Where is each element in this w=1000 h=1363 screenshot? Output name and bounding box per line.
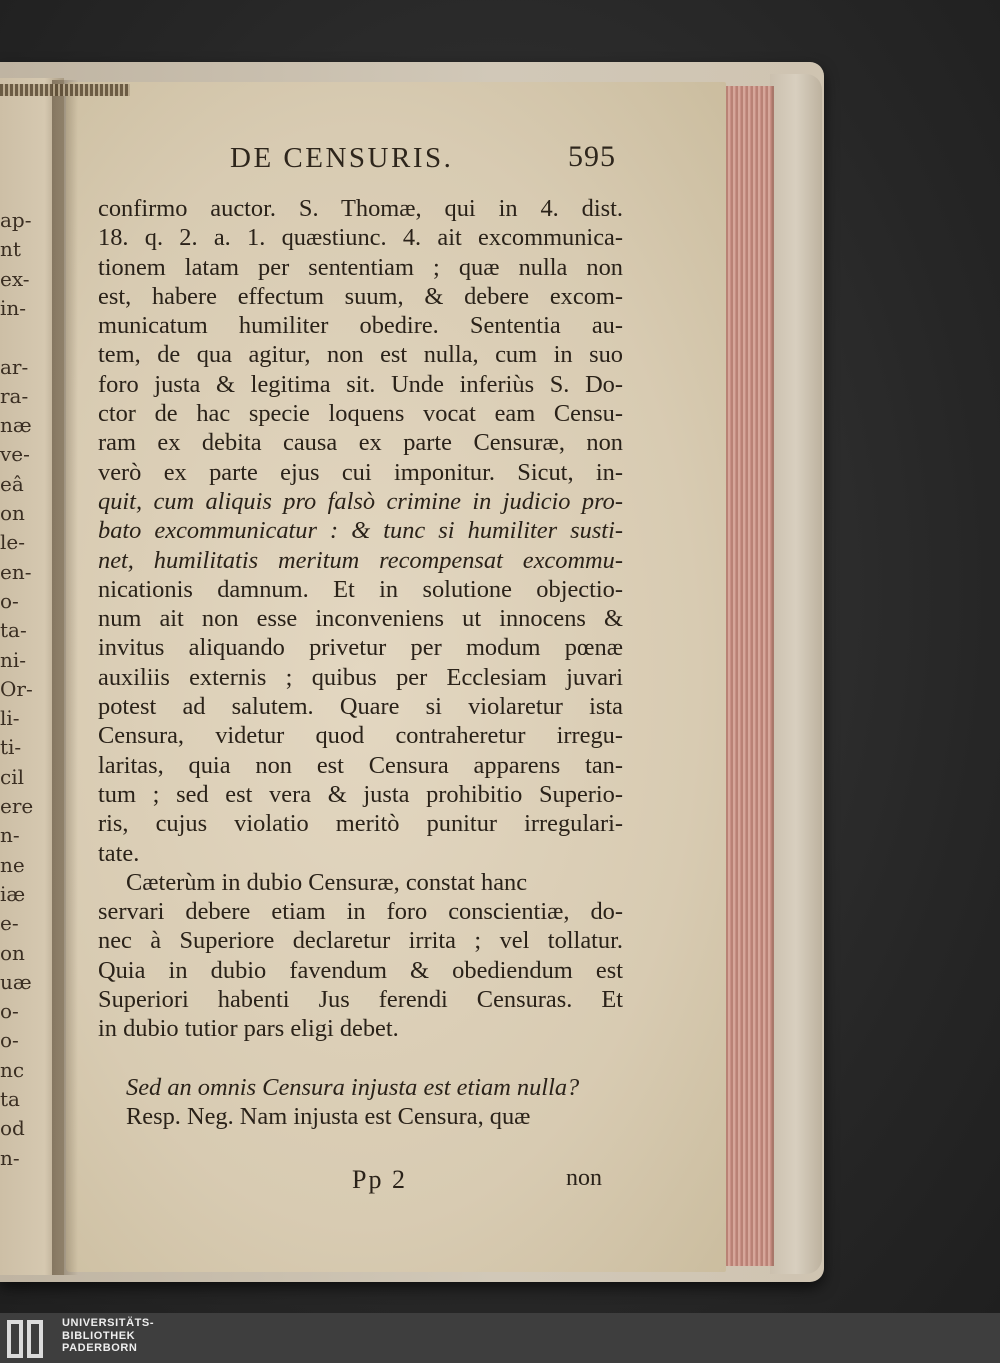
left-page-fragment: eâ bbox=[0, 471, 24, 496]
left-page-running-head bbox=[0, 84, 130, 96]
left-page-fragment: en- bbox=[0, 559, 32, 584]
left-page-fragment: ve- bbox=[0, 442, 30, 467]
text-line: ris, cujus violatio meritò punitur irregulari- bbox=[98, 810, 623, 838]
text-line: ram ex debita causa ex parte Censuræ, non bbox=[98, 429, 623, 457]
left-page-fragment: on bbox=[0, 940, 25, 965]
text-line: auxiliis externis ; quibus per Ecclesiam juvari bbox=[98, 663, 623, 691]
text-line: Resp. Neg. Nam injusta est Censura, quæ bbox=[126, 1103, 531, 1131]
text-line: tum ; sed est vera & justa prohibitio Superio- bbox=[98, 780, 623, 808]
left-page-fragment: e- bbox=[0, 911, 19, 936]
left-page-fragment: ta bbox=[0, 1087, 20, 1111]
running-head: DE CENSURIS. bbox=[230, 142, 454, 174]
left-page-fragment: od bbox=[0, 1116, 25, 1141]
left-page-fragment: ar- bbox=[0, 354, 29, 379]
left-page-fragment: o- bbox=[0, 588, 19, 613]
left-page-fragment: ne bbox=[0, 852, 25, 877]
text-line: tate. bbox=[98, 839, 140, 867]
text-line: laritas, quia non est Censura apparens tan- bbox=[98, 751, 623, 779]
left-page-fragment: n- bbox=[0, 823, 20, 848]
left-page-fragment: ere bbox=[0, 794, 34, 818]
text-line: invitus aliquando privetur per modum pœnæ bbox=[98, 634, 623, 662]
text-line: potest ad salutem. Quare si violaretur ista bbox=[98, 693, 623, 721]
text-line: nec à Superiore declaretur irrita ; vel tollatur. bbox=[98, 927, 623, 955]
text-line: municatum humiliter obedire. Sententia au- bbox=[98, 312, 623, 340]
left-page-fragment: ap- bbox=[0, 208, 32, 232]
text-line: tem, de qua agitur, non est nulla, cum in suo bbox=[98, 341, 623, 369]
body-text bbox=[98, 194, 623, 1132]
text-line: foro justa & legitima sit. Unde inferiùs S. Do- bbox=[98, 370, 623, 398]
left-page-fragment: o- bbox=[0, 1028, 19, 1053]
logo-line-1: UNIVERSITÄTS- bbox=[62, 1317, 155, 1329]
left-page-fragment: li- bbox=[0, 706, 20, 731]
text-line: confirmo auctor. S. Thomæ, qui in 4. dist. bbox=[98, 195, 623, 222]
logo-line-2: BIBLIOTHEK bbox=[62, 1329, 136, 1342]
left-page-fragment: in- bbox=[0, 295, 27, 320]
text-line: tionem latam per sententiam ; quæ nulla non bbox=[98, 253, 623, 281]
logo-line-3: PADERBORN bbox=[62, 1342, 138, 1354]
left-page-fragment: cil bbox=[0, 764, 24, 789]
left-page-fragment: Or- bbox=[0, 676, 33, 701]
left-page-fragment: iæ bbox=[0, 881, 26, 906]
text-line: Censura, videtur quod contraheretur irregu- bbox=[98, 722, 623, 750]
text-line: in dubio tutior pars eligi debet. bbox=[98, 1015, 399, 1043]
left-page-fragment: nt bbox=[0, 237, 21, 262]
text-line bbox=[98, 1044, 623, 1073]
page-number: 595 bbox=[568, 140, 616, 173]
left-page-fragment: ex- bbox=[0, 266, 30, 291]
cover-edge bbox=[770, 74, 822, 1274]
text-line: 18. q. 2. a. 1. quæstiunc. 4. ait excommunica- bbox=[98, 224, 623, 252]
library-logo-text bbox=[62, 1317, 154, 1355]
text-line: num ait non esse inconveniens ut innocens & bbox=[98, 605, 623, 633]
left-page-fragment: le- bbox=[0, 530, 25, 555]
left-page-fragment: ra- bbox=[0, 383, 29, 408]
left-page-fragment: n- bbox=[0, 1145, 20, 1170]
text-line: Quia in dubio favendum & obediendum est bbox=[98, 956, 623, 984]
text-line: Superiori habenti Jus ferendi Censuras. Et bbox=[98, 986, 623, 1014]
text-line: servari debere etiam in foro conscientiæ, do- bbox=[98, 898, 623, 926]
text-line: bato excommunicatur : & tunc si humiliter susti- bbox=[98, 517, 623, 545]
text-line: est, habere effectum suum, & debere excom- bbox=[98, 282, 623, 310]
catchword: non bbox=[566, 1165, 602, 1191]
left-page-fragment: o- bbox=[0, 999, 19, 1024]
university-library-logo-icon bbox=[5, 1318, 47, 1360]
text-line: nicationis damnum. Et in solutione objectio- bbox=[98, 575, 623, 603]
text-line: quit, cum aliquis pro falsò crimine in judicio pro- bbox=[98, 487, 623, 515]
text-line: ctor de hac specie loquens vocat eam Censu- bbox=[98, 400, 623, 428]
left-page-fragment: ta- bbox=[0, 618, 27, 643]
gutter-shadow bbox=[52, 80, 78, 1275]
left-page-fragment: nc bbox=[0, 1057, 25, 1082]
text-line: Cæterùm in dubio Censuræ, constat hanc bbox=[126, 868, 528, 896]
text-line: verò ex parte ejus cui imponitur. Sicut, in- bbox=[98, 458, 623, 486]
signature-mark: Pp 2 bbox=[352, 1165, 407, 1194]
left-page-fragment: ni- bbox=[0, 647, 27, 672]
text-line: Sed an omnis Censura injusta est etiam nulla? bbox=[126, 1073, 580, 1101]
left-page-fragment: ti- bbox=[0, 735, 22, 760]
text-line: net, humilitatis meritum recompensat excommu- bbox=[98, 546, 623, 574]
left-page-fragment: uæ bbox=[0, 969, 32, 994]
left-page-fragment: on bbox=[0, 501, 25, 525]
left-page-fragment: næ bbox=[0, 413, 32, 438]
